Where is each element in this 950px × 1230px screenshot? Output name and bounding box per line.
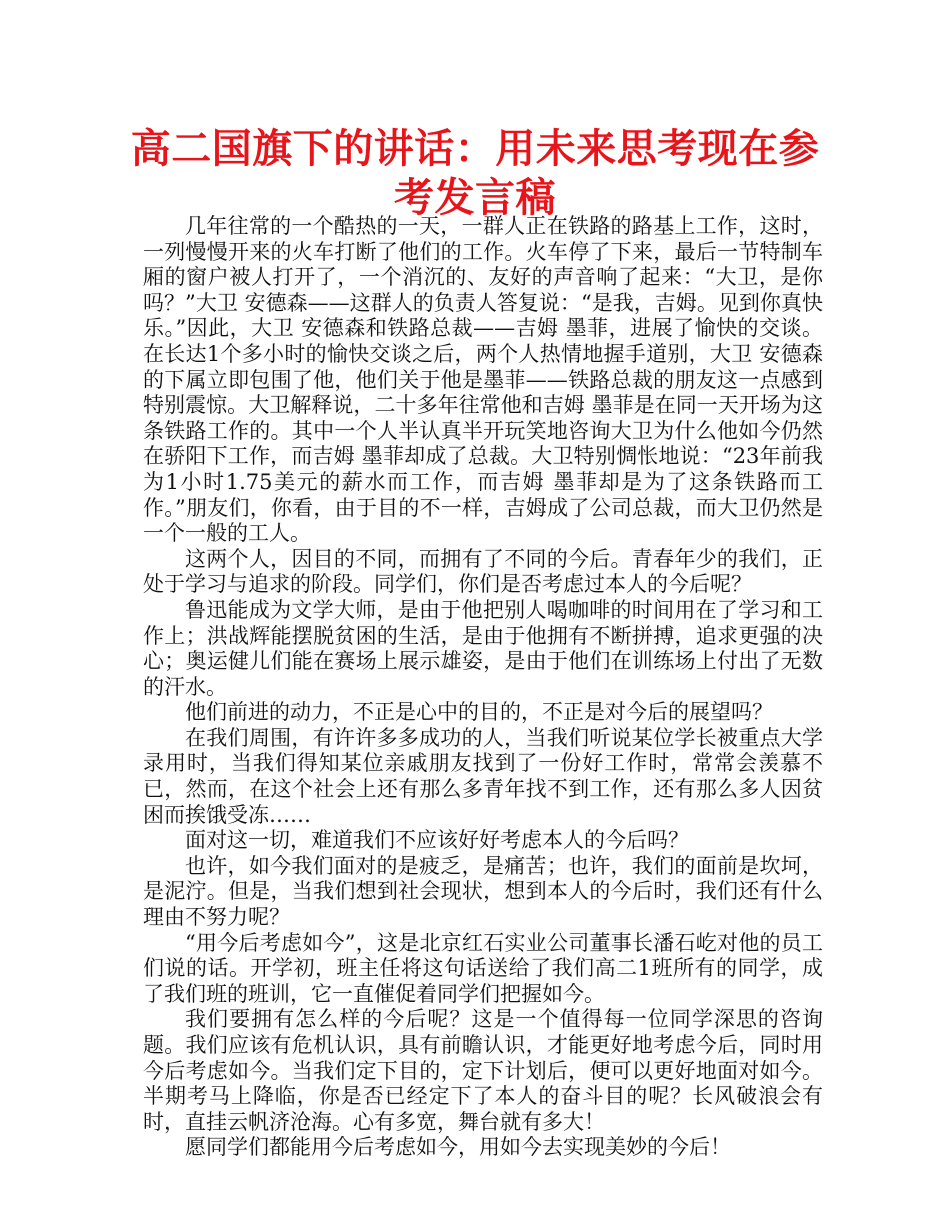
- body-paragraph: 面对这一切，难道我们不应该好好考虑本人的今后吗？: [185, 828, 689, 853]
- body-paragraph: “用今后考虑如今”，这是北京红石实业公司董事长潘石屹对他的员工们说的话。开学初，班主任将这句话送给了我们高二1班所有的同学，成了我们班的班训，它一直催促着同学们把握如今。: [143, 930, 823, 1006]
- document-title: 高二国旗下的讲话：用未来思考现在参考发言稿: [130, 126, 820, 221]
- body-paragraph: 也许，如今我们面对的是疲乏，是痛苦；也许，我们的面前是坎坷，是泥泞。但是，当我们想到社会现状，想到本人的今后时，我们还有什么理由不努力呢？: [143, 853, 823, 930]
- body-paragraph: 他们前进的动力，不正是心中的目的，不正是对今后的展望吗？: [185, 700, 773, 725]
- body-paragraph: 鲁迅能成为文学大师，是由于他把别人喝咖啡的时间用在了学习和工作上；洪战辉能摆脱贫困的生活，是由于他拥有不断拼搏，追求更强的决心；奥运健儿们能在赛场上展示雄姿，是由于他们在训练场上付出了无数的汗水。: [143, 597, 823, 699]
- body-paragraph: 愿同学们都能用今后考虑如今，用如今去实现美妙的今后！: [185, 1135, 731, 1160]
- body-paragraph: 几年往常的一个酷热的一天，一群人正在铁路的路基上工作，这时，一列慢慢开来的火车打断了他们的工作。火车停了下来，最后一节特制车厢的窗户被人打开了，一个消沉的、友好的声音响了起来：“大卫，是你吗？”大卫 安德森——这群人的负责人答复说：“是我，吉姆。见到你真快乐。”因此，大卫 安德森和铁路总裁——吉姆 墨菲，进展了愉快的交谈。在长达1个多小时的愉快交谈之后，两个人热情地握手道别，大卫 安德森的下属立即包围了他，他们关于他是墨菲——铁路总裁的朋友这一点感到特别震惊。大卫解释说，二十多年往常他和吉姆 墨菲是在同一天开场为这条铁路工作的。其中一个人半认真半开玩笑地咨询大卫为什么他如今仍然在骄阳下工作，而吉姆 墨菲却成了总裁。大卫特别惆怅地说：“23年前我为1小时1.75美元的薪水而工作，而吉姆 墨菲却是为了这条铁路而工作。”朋友们，你看，由于目的不一样，吉姆成了公司总裁，而大卫仍然是一个一般的工人。: [143, 214, 823, 546]
- document-body: [143, 214, 823, 1161]
- body-paragraph: 在我们周围，有许许多多成功的人，当我们听说某位学长被重点大学录用时，当我们得知某位亲戚朋友找到了一份好工作时，常常会羡慕不已，然而，在这个社会上还有那么多青年找不到工作，还有那么多人因贫困而挨饿受冻……: [143, 725, 823, 827]
- body-paragraph: 我们要拥有怎么样的今后呢？这是一个值得每一位同学深思的咨询题。我们应该有危机认识，具有前瞻认识，才能更好地考虑今后，同时用今后考虑如今。当我们定下目的，定下计划后，便可以更好地面对如今。半期考马上降临，你是否已经定下了本人的奋斗目的呢？长风破浪会有时，直挂云帆济沧海。心有多宽，舞台就有多大！: [143, 1007, 823, 1134]
- body-paragraph: 这两个人，因目的不同，而拥有了不同的今后。青春年少的我们，正处于学习与追求的阶段。同学们，你们是否考虑过本人的今后呢？: [143, 546, 823, 597]
